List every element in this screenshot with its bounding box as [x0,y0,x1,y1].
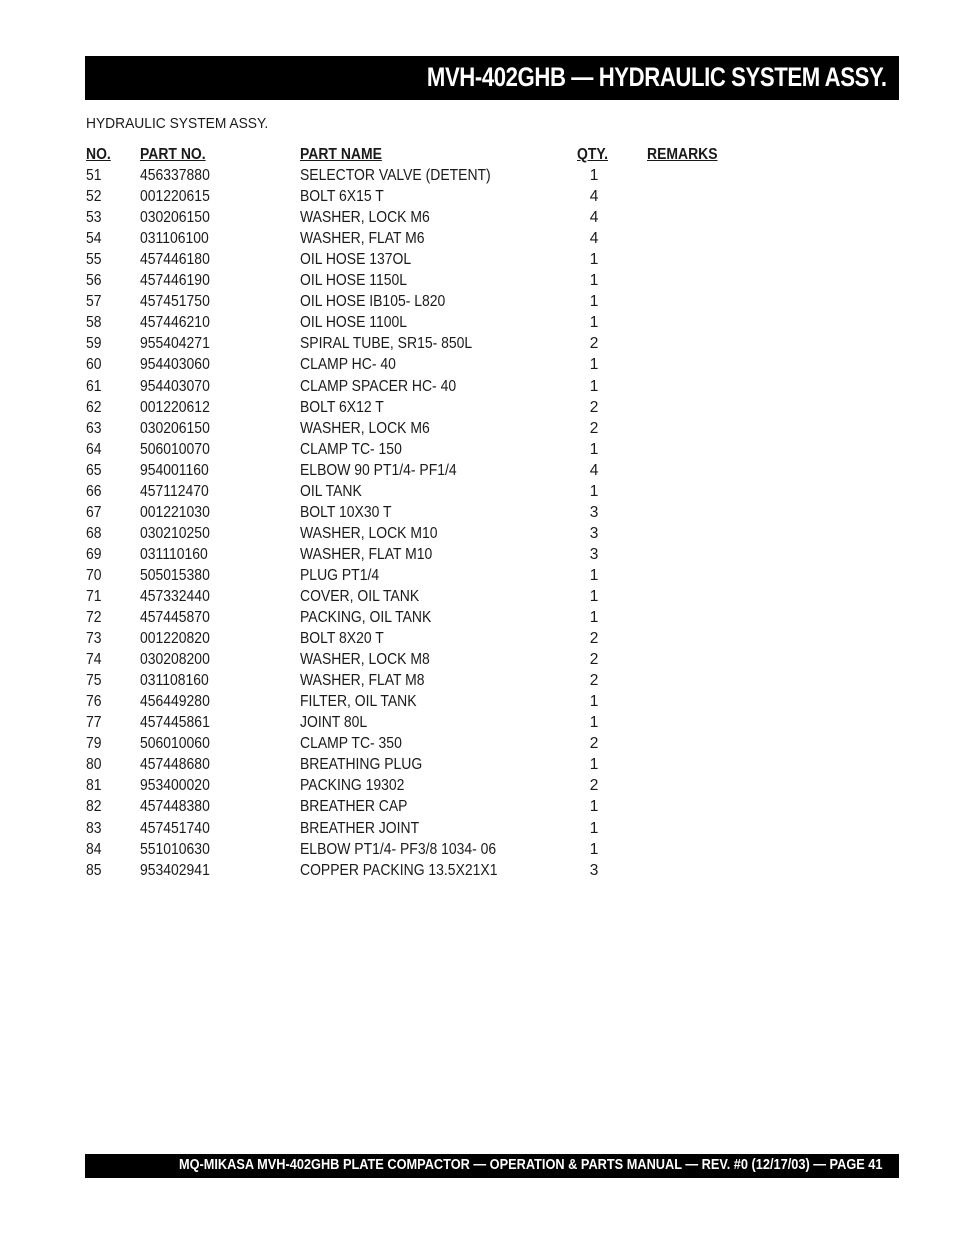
cell-part-no: 001220615 [140,188,210,206]
table-body [86,165,786,881]
cell-no: 66 [86,482,102,500]
table-row [86,860,786,881]
footer-text: MQ-MIKASA MVH-402GHB PLATE COMPACTOR — OPERATION & PARTS MANUAL — REV. #0 (12/17/03) — PAGE 41 [179,1157,883,1173]
cell-part-no: 953400020 [140,777,210,795]
cell-part-no: 505015380 [140,566,210,584]
cell-no: 70 [86,566,102,584]
table-row [86,818,786,839]
cell-part-name: OIL HOSE IB105- L820 [300,293,446,311]
cell-qty: 4 [589,230,599,248]
cell-qty: 2 [589,398,599,416]
cell-no: 67 [86,503,102,521]
cell-qty: 1 [589,377,599,395]
cell-part-no: 456449280 [140,693,210,711]
cell-qty: 3 [589,545,599,563]
cell-part-name: WASHER, LOCK M10 [300,524,438,542]
parts-table [86,144,786,881]
cell-qty: 1 [589,356,599,374]
cell-qty: 1 [589,314,599,332]
table-row [86,733,786,754]
cell-no: 52 [86,188,102,206]
cell-qty: 2 [589,735,599,753]
cell-part-name: WASHER, LOCK M8 [300,651,430,669]
cell-qty: 4 [589,461,599,479]
table-row [86,607,786,628]
table-row [86,270,786,291]
cell-part-name: BOLT 6X15 T [300,188,384,206]
cell-part-name: COVER, OIL TANK [300,587,420,605]
cell-qty: 2 [589,651,599,669]
cell-no: 55 [86,251,102,269]
cell-part-name: BOLT 10X30 T [300,503,392,521]
cell-part-name: OIL HOSE 137OL [300,251,412,269]
column-header-no: NO. [86,146,111,163]
cell-no: 64 [86,440,102,458]
table-row [86,165,786,186]
cell-part-name: CLAMP TC- 150 [300,440,402,458]
cell-part-no: 551010630 [140,840,210,858]
cell-part-no: 457451750 [140,293,210,311]
cell-part-no: 001220820 [140,630,210,648]
table-row [86,649,786,670]
cell-qty: 1 [589,272,599,290]
cell-qty: 3 [589,861,599,879]
table-row [86,228,786,249]
cell-part-name: COPPER PACKING 13.5X21X1 [300,861,498,879]
cell-part-no: 031106100 [140,230,209,248]
cell-part-name: JOINT 80L [300,714,368,732]
cell-qty: 1 [589,440,599,458]
table-row [86,544,786,565]
table-row [86,839,786,860]
cell-part-no: 953402941 [140,861,210,879]
column-header-remarks: REMARKS [647,146,718,163]
cell-qty: 1 [589,693,599,711]
cell-part-no: 457448380 [140,798,210,816]
cell-part-no: 031108160 [140,672,209,690]
cell-no: 81 [86,777,102,795]
table-header-row [86,144,786,165]
table-row [86,418,786,439]
cell-part-no: 456337880 [140,167,210,185]
section-heading: HYDRAULIC SYSTEM ASSY. [86,115,269,132]
table-row [86,670,786,691]
cell-qty: 4 [589,188,599,206]
cell-no: 62 [86,398,102,416]
cell-no: 61 [86,377,102,395]
cell-part-name: PACKING 19302 [300,777,405,795]
table-row [86,586,786,607]
cell-no: 56 [86,272,102,290]
cell-part-name: CLAMP HC- 40 [300,356,396,374]
cell-part-no: 030208200 [140,651,210,669]
cell-no: 59 [86,335,102,353]
cell-qty: 1 [589,798,599,816]
table-row [86,796,786,817]
cell-no: 58 [86,314,102,332]
page-title-bar [85,56,899,100]
cell-qty: 1 [589,251,599,269]
cell-part-name: OIL TANK [300,482,362,500]
cell-part-name: CLAMP TC- 350 [300,735,402,753]
cell-qty: 2 [589,672,599,690]
table-row [86,333,786,354]
cell-part-no: 030210250 [140,524,210,542]
cell-part-no: 457446180 [140,251,210,269]
table-row [86,249,786,270]
table-row [86,502,786,523]
cell-part-no: 457445861 [140,714,210,732]
cell-part-name: CLAMP SPACER HC- 40 [300,377,457,395]
cell-no: 53 [86,209,102,227]
cell-no: 73 [86,630,102,648]
cell-part-name: BREATHER CAP [300,798,408,816]
cell-part-no: 954001160 [140,461,209,479]
cell-part-name: ELBOW PT1/4- PF3/8 1034- 06 [300,840,497,858]
table-row [86,628,786,649]
column-header-qty: QTY. [577,146,609,163]
cell-no: 63 [86,419,102,437]
table-row [86,481,786,502]
cell-no: 74 [86,651,102,669]
cell-part-name: WASHER, LOCK M6 [300,209,430,227]
cell-qty: 2 [589,777,599,795]
cell-part-no: 030206150 [140,209,210,227]
cell-part-no: 031110160 [140,545,208,563]
cell-part-name: PLUG PT1/4 [300,566,380,584]
column-header-part-name: PART NAME [300,146,382,163]
cell-no: 76 [86,693,102,711]
table-row [86,439,786,460]
table-row [86,376,786,397]
cell-part-name: FILTER, OIL TANK [300,693,417,711]
cell-no: 79 [86,735,102,753]
cell-qty: 1 [589,587,599,605]
cell-no: 60 [86,356,102,374]
cell-part-no: 954403070 [140,377,210,395]
cell-part-name: OIL HOSE 1150L [300,272,408,290]
table-row [86,312,786,333]
cell-part-no: 457112470 [140,482,209,500]
cell-qty: 1 [589,482,599,500]
table-row [86,565,786,586]
cell-part-name: WASHER, FLAT M8 [300,672,425,690]
cell-qty: 2 [589,630,599,648]
cell-part-name: SPIRAL TUBE, SR15- 850L [300,335,473,353]
cell-part-no: 457446210 [140,314,210,332]
cell-part-no: 001220612 [140,398,210,416]
cell-qty: 1 [589,840,599,858]
table-row [86,691,786,712]
footer-bar [85,1154,899,1178]
cell-no: 82 [86,798,102,816]
cell-qty: 2 [589,335,599,353]
cell-part-name: BOLT 8X20 T [300,630,384,648]
cell-part-name: SELECTOR VALVE (DETENT) [300,167,491,185]
cell-qty: 1 [589,756,599,774]
cell-part-no: 001221030 [140,503,210,521]
table-row [86,775,786,796]
cell-part-name: WASHER, FLAT M10 [300,545,433,563]
cell-part-no: 457448680 [140,756,210,774]
cell-qty: 1 [589,566,599,584]
cell-part-name: BREATHER JOINT [300,819,420,837]
cell-no: 65 [86,461,102,479]
cell-part-no: 457451740 [140,819,210,837]
cell-part-name: PACKING, OIL TANK [300,609,432,627]
cell-no: 69 [86,545,102,563]
cell-part-no: 457446190 [140,272,210,290]
cell-part-no: 506010060 [140,735,210,753]
cell-no: 51 [86,167,102,185]
table-row [86,186,786,207]
table-row [86,397,786,418]
cell-no: 54 [86,230,102,248]
table-row [86,523,786,544]
cell-part-name: ELBOW 90 PT1/4- PF1/4 [300,461,457,479]
cell-no: 68 [86,524,102,542]
cell-no: 57 [86,293,102,311]
table-row [86,460,786,481]
cell-part-name: OIL HOSE 1100L [300,314,408,332]
cell-part-name: BOLT 6X12 T [300,398,384,416]
cell-qty: 3 [589,524,599,542]
column-header-part-no: PART NO. [140,146,206,163]
cell-qty: 1 [589,609,599,627]
cell-qty: 1 [589,714,599,732]
cell-qty: 3 [589,503,599,521]
cell-no: 75 [86,672,102,690]
cell-part-name: BREATHING PLUG [300,756,423,774]
cell-no: 72 [86,609,102,627]
cell-part-no: 457332440 [140,587,210,605]
table-row [86,712,786,733]
cell-qty: 1 [589,293,599,311]
cell-no: 83 [86,819,102,837]
cell-no: 85 [86,861,102,879]
cell-part-name: WASHER, LOCK M6 [300,419,430,437]
cell-qty: 1 [589,167,599,185]
cell-no: 77 [86,714,102,732]
table-row [86,754,786,775]
cell-part-no: 457445870 [140,609,210,627]
table-row [86,354,786,375]
cell-part-no: 030206150 [140,419,210,437]
cell-part-no: 954403060 [140,356,210,374]
cell-qty: 2 [589,419,599,437]
cell-qty: 4 [589,209,599,227]
cell-no: 71 [86,587,102,605]
cell-part-no: 955404271 [140,335,210,353]
cell-qty: 1 [589,819,599,837]
page-title: MVH-402GHB — HYDRAULIC SYSTEM ASSY. [427,62,887,92]
cell-no: 80 [86,756,102,774]
table-row [86,291,786,312]
cell-part-name: WASHER, FLAT M6 [300,230,425,248]
cell-no: 84 [86,840,102,858]
table-row [86,207,786,228]
cell-part-no: 506010070 [140,440,210,458]
